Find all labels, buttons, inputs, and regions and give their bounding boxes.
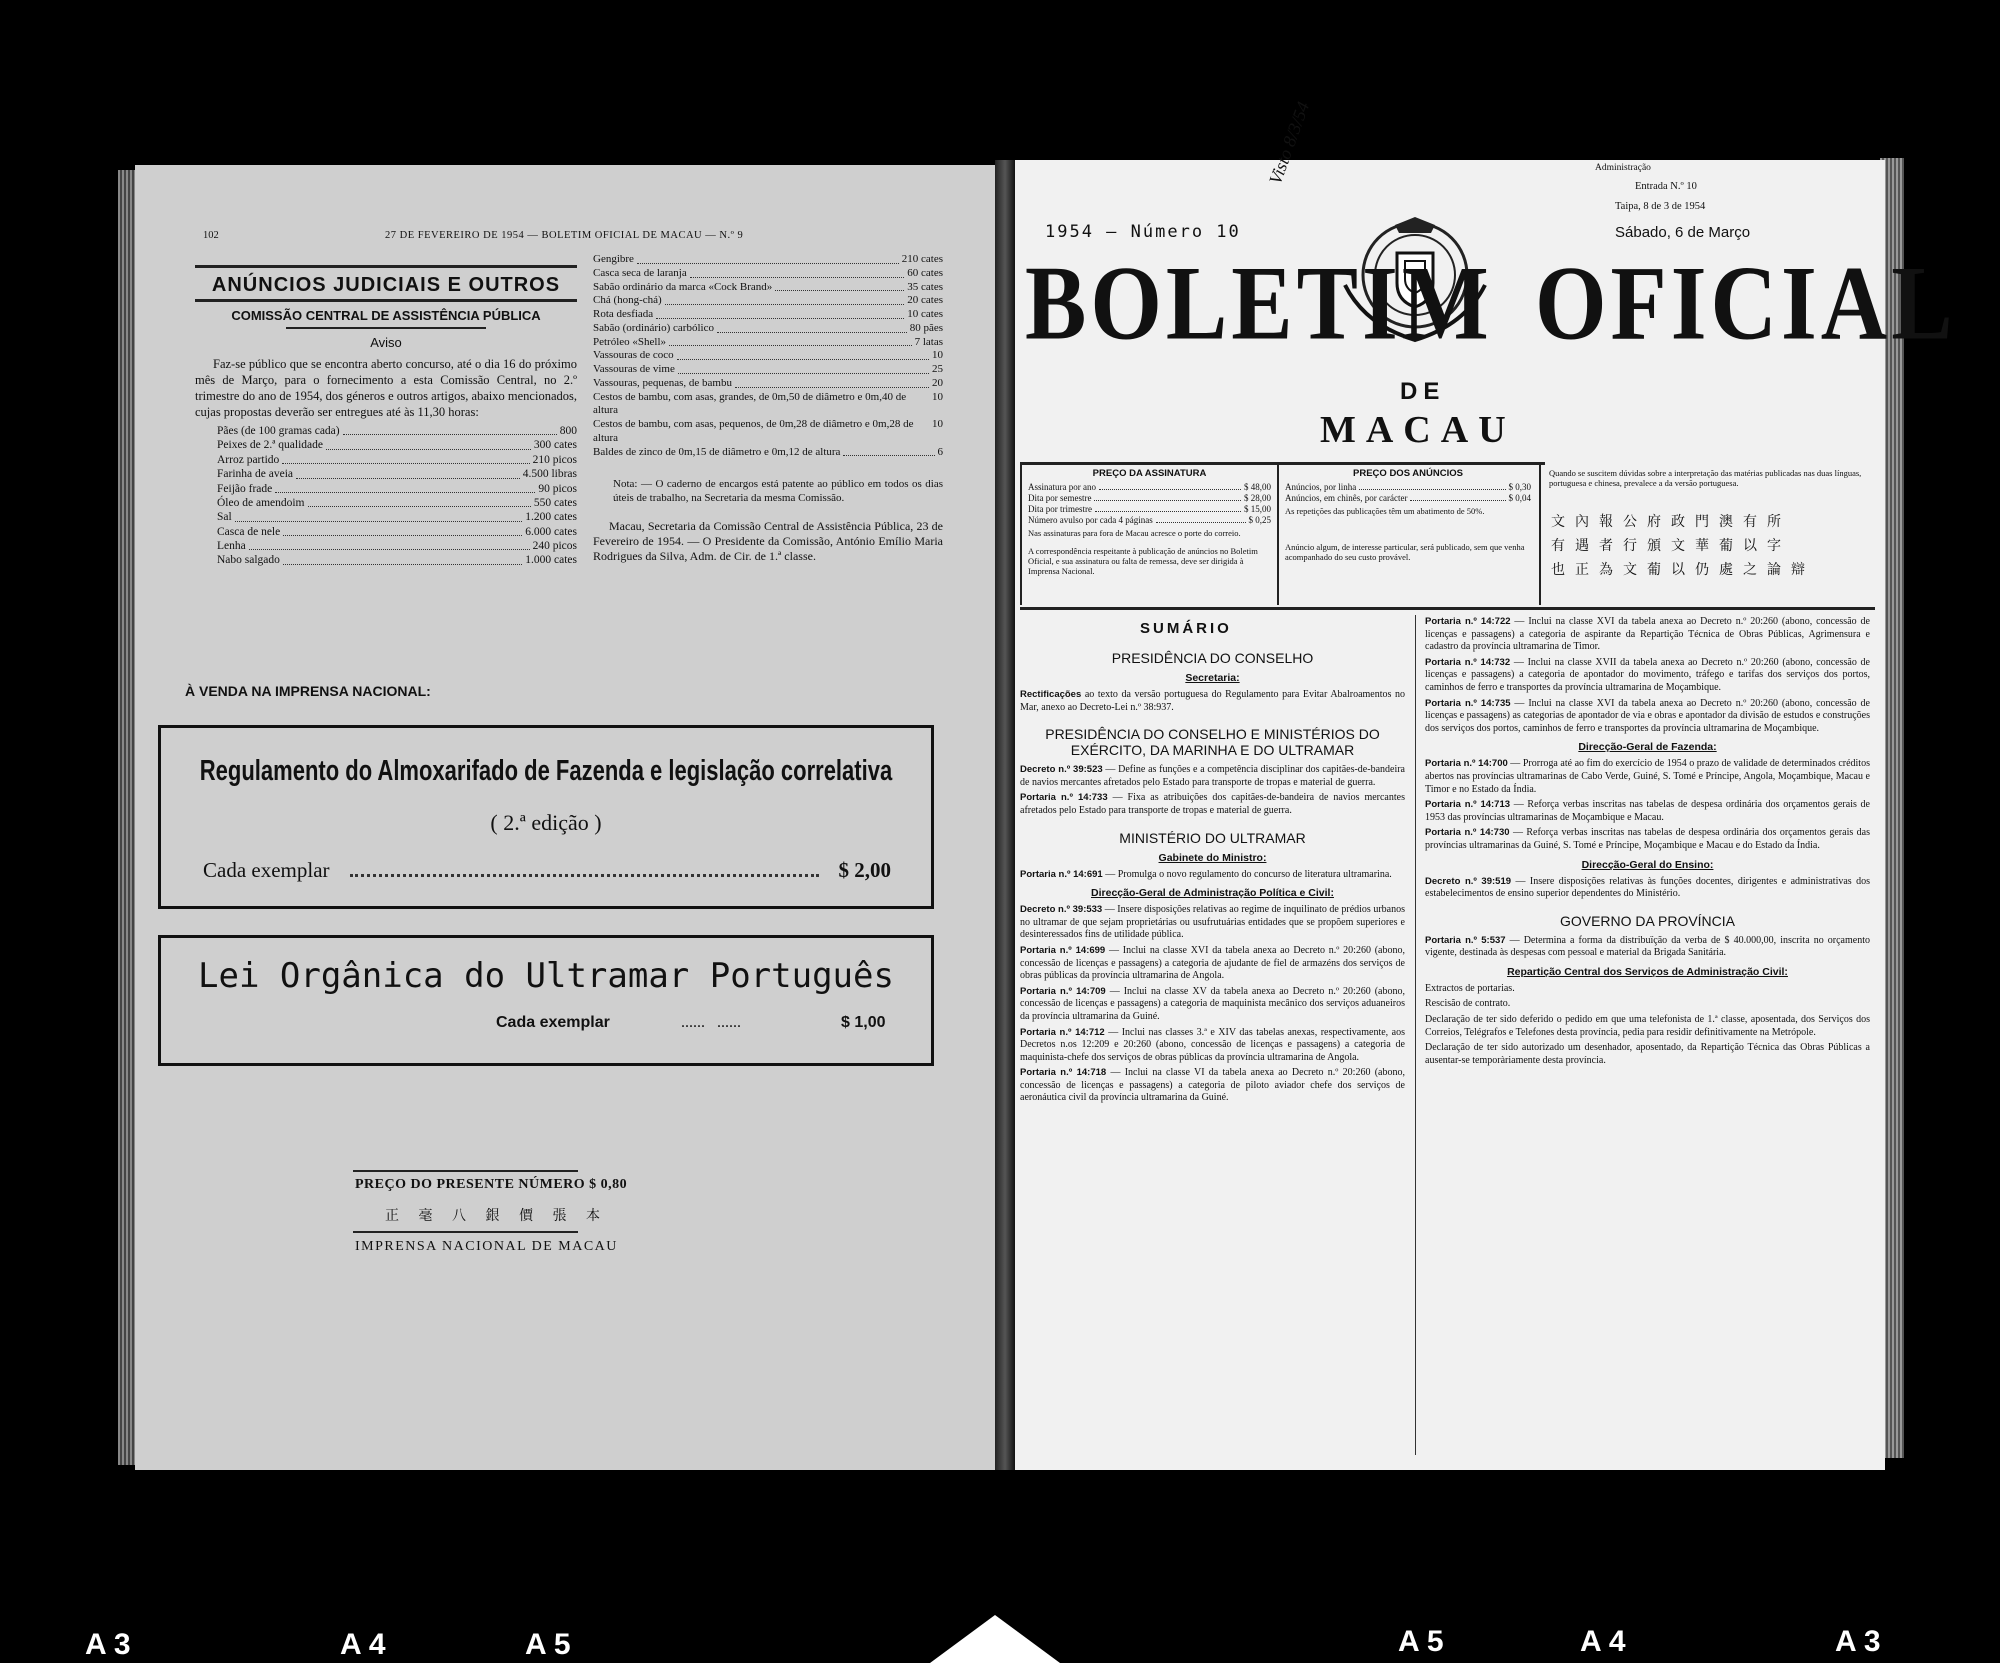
item-quantity: 800	[559, 425, 577, 437]
list-item	[217, 525, 577, 539]
summary-entry	[1425, 657, 1870, 695]
entry-reference: Portaria n.º 14:722	[1425, 616, 1511, 627]
dot-leader	[283, 553, 522, 564]
list-item	[593, 267, 943, 281]
dot-leader	[735, 377, 929, 388]
summary-entry	[1425, 935, 1870, 960]
summary-entry	[1425, 1014, 1870, 1039]
section-heading: MINISTÉRIO DO ULTRAMAR	[1119, 829, 1306, 846]
entry-text: Rescisão de contrato.	[1425, 998, 1511, 1010]
entry-text: — Fixa as atribuições dos capitães-de-bandeira de navios mercantes afretados pelo Estado para transporte de tropas e material de guerra.	[1020, 792, 1405, 816]
entry-text: — Define as funções e a competência disciplinar dos capitães-de-bandeira de navios mercantes afretados pelo Estado para transporte de tropas e material de guerra.	[1020, 764, 1405, 788]
summary-entry	[1425, 799, 1870, 824]
chinese-line: 文內報公府政門澳有所	[1551, 515, 1791, 530]
divider	[195, 299, 577, 302]
subscription-note-2: A correspondência respeitante à publicação de anúncios no Boletim Oficial, e sua assinatura ou falta de remessa, deve ser dirigida à Imprensa Nacional.	[1028, 546, 1258, 576]
item-quantity: 35 cates	[907, 280, 943, 293]
list-item	[593, 294, 943, 308]
list-item	[593, 418, 943, 446]
entry-text: — Reforça verbas inscritas nas tabelas de despesa ordinária dos orçamentos gerais das províncias ultramarinas da Guiné, S. Tomé e Príncipe, Moçambique e Macau e do Estado da Índia.	[1425, 827, 1870, 851]
imprint: IMPRENSA NACIONAL DE MACAU	[355, 1239, 618, 1254]
item-name: Rota desfiada	[593, 308, 654, 320]
entry-text: Declaração de ter sido autorizado um desenhador, aposentado, da Repartição Técnica das Obras Públicas a ausentar-se temporàriamente desta província.	[1425, 1042, 1870, 1066]
dot-leader	[343, 424, 557, 435]
subsection-heading: Direcção-Geral de Fazenda:	[1578, 741, 1717, 754]
item-name: Vassouras de vime	[593, 363, 675, 375]
entry-reference: Rectificações	[1020, 689, 1082, 700]
summary-entry	[1020, 1027, 1405, 1065]
entry-text: — Determina a forma da distribuïção da verba de $ 40.000,00, inscrita no orçamento vigente, destinada às despesas com pessoal e material da Brigada Sanitária.	[1425, 934, 1870, 959]
price-label: Anúncios, em chinês, por carácter	[1285, 493, 1408, 503]
item-quantity: 10	[932, 418, 943, 430]
item-quantity: 10	[932, 390, 943, 403]
ad2-price: $ 1,00	[841, 1014, 886, 1031]
masthead-boletim: BOLETIM	[1025, 244, 1493, 362]
subscription-note: Nas assinaturas para fora de Macau acresce o porte do correio.	[1028, 528, 1241, 538]
entry-reference: Decreto n.º 39:533	[1020, 904, 1103, 916]
language-note: Quando se suscitem dúvidas sobre a interpretação das matérias publicadas nas duas línguas, portuguesa e chinesa, prevalece a da versão portuguesa.	[1549, 468, 1862, 488]
list-item	[593, 308, 943, 322]
entry-text: Extractos de portarias.	[1425, 982, 1515, 994]
entry-text: — Inclui nas classes 3.ª e XIV das tabelas anexas, respectivamente, aos Decretos n.os 12:209 e 20:260 (abono, concessão de licenças e passagens) a categoria de maquinista-chefe dos serviços de obras públicas da província ultramarina de Angola.	[1020, 1026, 1405, 1063]
dot-leader	[1094, 493, 1241, 501]
entry-text: — Inclui na classe VI da tabela anexa ao Decreto n.º 20:260 (abono, concessão de licenças e passagens) a categoria de piloto aviador chefe dos serviços de aeronáutica civil da província ultramarina da Guiné.	[1020, 1067, 1405, 1104]
dot-leader	[656, 308, 904, 319]
ad-box-regulamento	[158, 725, 934, 909]
price-value: $ 15,00	[1244, 504, 1271, 514]
items-list-b	[593, 253, 943, 459]
item-quantity: 4.500 libras	[522, 468, 577, 481]
issue-date: Sábado, 6 de Março	[1615, 224, 1751, 241]
entry-text: — Insere disposições relativas às funções docentes, dirigentes e administrativas dos estabelecimentos de ensino superior dependentes do Ministério.	[1425, 875, 1871, 900]
item-quantity: 10	[932, 349, 943, 362]
item-quantity: 20	[932, 376, 943, 389]
subscription-rows	[1022, 480, 1277, 528]
chinese-line: 也正為文葡以仍處之論辯	[1551, 563, 1815, 578]
list-item	[217, 453, 577, 467]
item-quantity: 1.000 cates	[525, 554, 577, 567]
list-item	[593, 446, 943, 460]
item-name: Arroz partido	[217, 453, 280, 466]
ads-price-box	[1277, 465, 1541, 605]
price-row	[1028, 493, 1271, 504]
summary-entry	[1425, 616, 1870, 654]
ad1-edition: ( 2.ª edição )	[490, 810, 602, 835]
summary-entry	[1020, 689, 1405, 714]
entry-reference: Decreto n.º 39:519	[1425, 875, 1512, 887]
price-value: $ 0,25	[1248, 515, 1271, 525]
stamp-entrada: Entrada N.º 10	[1635, 181, 1697, 192]
entry-text: — Insere disposições relativas ao regime de inquilinato de prédios urbanos no ultramar de que sejam proprietárias ou usufrutuárias entidades que se propõem superiores e desinteressados fins de utilidade pública.	[1020, 904, 1405, 941]
entry-reference: Portaria n.º 14:732	[1425, 656, 1511, 668]
venda-title: À VENDA NA IMPRENSA NACIONAL:	[185, 683, 431, 699]
entry-text: — Inclui na classe XVI da tabela anexa ao Decreto n.º 20:260 (abono, concessão de licenças e passagens) a categoria de ajudante de fiel de armazéns dos serviços de obras públicas da província ultramarina de Angola.	[1020, 944, 1405, 982]
item-quantity: 240 picos	[532, 540, 577, 552]
item-name: Cestos de bambu, com asas, pequenos, de 0m,28 de diâmetro e 0m,28 de altura	[593, 418, 914, 444]
column-rule	[1415, 615, 1416, 1455]
section-title: ANÚNCIOS JUDICIAIS E OUTROS	[211, 274, 561, 296]
entry-text: — Inclui na classe XVI da tabela anexa ao Decreto n.º 20:260 (abono, concessão de licenças e passagens) as categorias de apontador de via e obras e apontador da divisão de estudos e construções dos serviços dos portos, caminhos de ferro e transportes da província ultramarina de Moçambique.	[1425, 697, 1870, 734]
entry-reference: Portaria n.º 14:700	[1425, 758, 1508, 770]
entry-text: — Inclui na classe XVII da tabela anexa ao Decreto n.º 20:260 (abono, concessão de licenças e passagens) a categoria de apontador do movimento, tráfego e tarifas dos serviços dos portos, caminhos de ferro e transportes da província ultramarina de Moçambique.	[1425, 656, 1870, 693]
list-item	[593, 322, 943, 336]
book-gutter	[995, 160, 1015, 1470]
item-name: Chá (hong-chá)	[593, 294, 662, 307]
entry-text: — Prorroga até ao fim do exercício de 1954 o prazo de validade de determinados créditos abertos nas províncias ultramarinas de Cabo Verde, Guiné, S. Tomé e Príncipe, Angola, Moçambique, Macau e Timor e no Estado da Índia.	[1425, 758, 1870, 795]
item-quantity: 7 latas	[914, 335, 943, 348]
dot-leader	[677, 349, 929, 360]
ad-box-lei-organica	[158, 935, 934, 1066]
summary-entry	[1020, 869, 1405, 882]
list-item	[217, 553, 577, 567]
price-value: $ 28,00	[1244, 493, 1271, 503]
entry-text: — Inclui na classe XV da tabela anexa ao Decreto n.º 20:260 (abono, concessão de licenças e passagens) a categoria de maquinista mecânico dos serviços aduaneiros da província ultramarina da Guiné.	[1020, 985, 1405, 1022]
item-quantity: 550 cates	[533, 496, 577, 509]
item-name: Cestos de bambu, com asas, grandes, de 0m,50 de diâmetro e 0m,40 de altura	[593, 390, 907, 417]
handwritten-note: Visto 8/3/54	[1265, 99, 1314, 187]
item-name: Vassouras, pequenas, de bambu	[593, 376, 732, 389]
dot-leader	[283, 525, 522, 536]
item-name: Petróleo «Shell»	[593, 335, 667, 348]
subsection-heading: Repartição Central dos Serviços de Administração Civil:	[1507, 965, 1788, 978]
summary-entry	[1425, 876, 1870, 901]
right-page	[1015, 99, 1957, 1470]
page-number: 102	[203, 230, 219, 241]
dot-leader	[1359, 482, 1505, 490]
left-column-1	[195, 265, 577, 568]
price-row	[1028, 515, 1271, 526]
summary-entry	[1020, 945, 1405, 983]
masthead-oficial: OFICIAL	[1535, 244, 1957, 362]
divider	[353, 1231, 578, 1233]
section-heading: PRESIDÊNCIA DO CONSELHO E MINISTÉRIOS DO EXÉRCITO, DA MARINHA E DO ULTRAMAR	[1045, 726, 1380, 759]
film-arrow-icon	[930, 1615, 1060, 1663]
dot-leader	[843, 446, 934, 457]
item-quantity: 210 cates	[901, 253, 943, 265]
summary-entry	[1020, 792, 1405, 817]
entry-reference: Portaria n.º 14:712	[1020, 1026, 1105, 1038]
film-mark: A 4	[1580, 1625, 1626, 1658]
item-name: Pães (de 100 gramas cada)	[217, 425, 340, 437]
price-label: Anúncios, por linha	[1285, 482, 1357, 492]
signature-block: Macau, Secretaria da Comissão Central de Assistência Pública, 23 de Fevereiro de 1954. — O Presidente da Comissão, António Emílio Maria Rodrigues da Silva, Adm. de Cir. de 1.ª classe.	[593, 519, 943, 564]
stamp-date: Taipa, 8 de 3 de 1954	[1615, 201, 1706, 212]
subscription-price-box	[1020, 465, 1279, 605]
list-item	[217, 467, 577, 481]
item-quantity: 1.200 cates	[525, 511, 577, 524]
price-label: Dita por semestre	[1028, 493, 1092, 503]
list-item	[217, 438, 577, 452]
list-item	[217, 424, 577, 438]
item-name: Gengibre	[593, 253, 634, 265]
item-name: Sal	[217, 511, 232, 524]
item-name: Sabão ordinário da marca «Cock Brand»	[593, 280, 773, 293]
entry-text: — Reforça verbas inscritas nas tabelas de despesa ordinária dos orçamentos gerais de 1953 das províncias ultramarinas de Moçambique e Macau.	[1425, 799, 1870, 823]
dot-leader	[275, 482, 535, 493]
list-item	[593, 253, 943, 267]
film-mark: A 3	[1835, 1625, 1881, 1658]
masthead-macau: MACAU	[1320, 409, 1516, 451]
item-quantity: 90 picos	[538, 482, 577, 495]
dot-leader	[282, 453, 529, 464]
item-quantity: 25	[932, 363, 943, 375]
entry-text: — Inclui na classe XVI da tabela anexa ao Decreto n.º 20:260 (abono, concessão de licenças e passagens) a categoria de aspirante da Repartição Técnica de Obras Públicas, Agrimensura e cadastro da província ultramarina de Timor.	[1425, 616, 1870, 653]
ad1-price: $ 2,00	[838, 858, 891, 882]
committee-name: COMISSÃO CENTRAL DE ASSISTÊNCIA PÚBLICA	[231, 308, 541, 323]
summary-entry	[1020, 986, 1405, 1024]
dot-leader	[665, 294, 905, 305]
item-name: Feijão frade	[217, 482, 273, 495]
price-label: Número avulso por cada 4 páginas	[1028, 515, 1153, 525]
ad1-title: Regulamento do Almoxarifado de Fazenda e legislação correlativa	[199, 754, 893, 787]
price-chinese: 正 毫 八 銀 價 張 本	[385, 1209, 608, 1224]
item-quantity: 6.000 cates	[525, 525, 577, 538]
dot-leader	[350, 874, 819, 877]
item-quantity: 210 picos	[532, 453, 577, 466]
subsection-heading: Direcção-Geral de Administração Política e Civil:	[1091, 887, 1334, 900]
list-item	[593, 391, 943, 419]
list-item	[217, 510, 577, 524]
list-item	[217, 539, 577, 553]
ad2-label: Cada exemplar	[496, 1014, 610, 1031]
entry-text: — Promulga o novo regulamento do concurso de literatura ultramarina.	[1102, 868, 1392, 880]
dot-leader	[775, 281, 904, 292]
ad2-title: Lei Orgânica do Ultramar Português	[198, 956, 894, 996]
entry-text: Declaração de ter sido deferido o pedido em que uma telefonista de 1.ª classe, aposentada, dos Serviços dos Correios, Telégrafos e Telefones desta província, pedia para residir definitivamente na Metrópole.	[1425, 1014, 1870, 1038]
ads-price-title: PREÇO DOS ANÚNCIOS	[1353, 468, 1463, 479]
list-item	[593, 349, 943, 363]
item-name: Baldes de zinco de 0m,15 de diâmetro e 0m,12 de altura	[593, 445, 841, 458]
dot-leader	[690, 267, 905, 278]
item-quantity: 6	[937, 445, 943, 458]
entry-reference: Portaria n.º 14:691	[1020, 868, 1103, 880]
ad1-label: Cada exemplar	[203, 858, 330, 882]
entry-reference: Portaria n.º 5:537	[1425, 934, 1506, 946]
left-column-2	[593, 253, 943, 564]
summary-entry	[1425, 698, 1870, 736]
dot-leader	[235, 510, 523, 521]
item-name: Lenha	[217, 540, 246, 552]
masthead-de: DE	[1400, 378, 1446, 405]
running-header: 27 DE FEVEREIRO DE 1954 — BOLETIM OFICIAL DE MACAU — N.º 9	[385, 230, 744, 241]
left-page	[135, 165, 995, 1470]
divider	[195, 265, 577, 268]
entry-reference: Portaria n.º 14:713	[1425, 799, 1511, 811]
divider	[286, 327, 486, 329]
entry-reference: Portaria n.º 14:735	[1425, 697, 1511, 709]
entry-reference: Portaria n.º 14:718	[1020, 1067, 1107, 1079]
subscription-title: PREÇO DA ASSINATURA	[1092, 468, 1207, 479]
items-list-a	[195, 424, 577, 568]
entry-text: ao texto da versão portuguesa do Regulamento para Evitar Abalroamentos no Mar, anexo ao Decreto-Lei n.º 38:937.	[1020, 689, 1405, 713]
item-name: Vassouras de coco	[593, 349, 674, 362]
dot-leader	[637, 253, 899, 264]
summary-entry	[1425, 983, 1870, 996]
summary-column-2	[1425, 616, 1870, 1070]
dot-leader	[1410, 493, 1505, 501]
item-name: Sabão (ordinário) carbólico	[593, 321, 714, 334]
price-value: $ 48,00	[1244, 482, 1271, 492]
price-label: Assinatura por ano	[1028, 482, 1096, 492]
year-number: 1954 — Número 10	[1045, 222, 1241, 242]
price-row	[1028, 482, 1271, 493]
item-quantity: 10 cates	[907, 308, 943, 320]
chinese-line: 有遇者行頒文華葡以字	[1551, 539, 1791, 554]
item-name: Casca de nele	[217, 525, 281, 538]
subsection-heading: Secretaria:	[1185, 672, 1240, 684]
dot-leader	[326, 438, 531, 449]
section-heading: PRESIDÊNCIA DO CONSELHO	[1111, 650, 1314, 666]
ads-price-rows	[1277, 480, 1539, 506]
item-name: Farinha de aveia	[217, 468, 293, 481]
film-mark: A 4	[340, 1628, 386, 1661]
list-item	[593, 377, 943, 391]
chinese-note	[1545, 491, 1875, 583]
dot-leader	[678, 363, 929, 374]
dot-leader: ...... ......	[681, 1014, 741, 1031]
price-line: PREÇO DO PRESENTE NÚMERO $ 0,80	[355, 1177, 628, 1192]
divider	[1020, 607, 1875, 610]
item-name: Óleo de amendoim	[217, 496, 305, 509]
summary-column-1	[1020, 638, 1405, 1108]
divider	[353, 1170, 578, 1172]
dot-leader	[1095, 504, 1241, 512]
list-item	[217, 496, 577, 510]
list-item	[217, 482, 577, 496]
film-mark: A 5	[525, 1628, 571, 1661]
dot-leader	[717, 322, 907, 333]
aviso-heading: Aviso	[370, 335, 402, 350]
dot-leader	[1156, 515, 1246, 523]
item-quantity: 300 cates	[533, 439, 577, 452]
item-quantity: 60 cates	[907, 266, 943, 279]
summary-entry	[1020, 904, 1405, 942]
dot-leader	[669, 336, 912, 347]
stamp-admin: Administração	[1595, 163, 1651, 173]
section-heading: GOVERNO DA PROVÍNCIA	[1559, 912, 1736, 929]
item-name: Casca seca de laranja	[593, 266, 687, 279]
item-name: Peixes de 2.ª qualidade	[217, 439, 324, 452]
dot-leader	[308, 496, 531, 507]
nota: Nota: — O caderno de encargos está patente ao público em todos os dias úteis de trabalho, na Secretaria da mesma Comissão.	[613, 478, 943, 505]
summary-entry	[1425, 758, 1870, 796]
price-value: $ 0,04	[1508, 493, 1531, 503]
summary-entry	[1020, 1067, 1405, 1105]
language-note-box	[1545, 465, 1875, 605]
film-mark: A 5	[1398, 1625, 1444, 1658]
price-row	[1285, 493, 1531, 504]
film-mark: A 3	[85, 1628, 131, 1661]
price-row	[1285, 482, 1531, 493]
list-item	[593, 336, 943, 350]
price-label: Dita por trimestre	[1028, 504, 1092, 514]
aviso-body: Faz-se público que se encontra aberto concurso, até o dia 16 do próximo mês de Março, para o fornecimento a esta Comissão Central, no 2.º trimestre do ano de 1954, dos géneros e outros artigos, abaixo mencionados, cujas propostas deverão ser entregues até às 11,30 horas:	[195, 357, 577, 419]
dot-leader	[249, 539, 530, 550]
entry-reference: Portaria n.º 14:709	[1020, 985, 1106, 997]
summary-entry	[1020, 764, 1405, 789]
summary-entry	[1425, 827, 1870, 852]
price-row	[1028, 504, 1271, 515]
entry-reference: Portaria n.º 14:733	[1020, 792, 1108, 804]
entry-reference: Decreto n.º 39:523	[1020, 764, 1103, 776]
subsection-heading: Direcção-Geral do Ensino:	[1581, 858, 1714, 871]
summary-entry	[1425, 998, 1870, 1011]
list-item	[593, 281, 943, 295]
list-item	[593, 363, 943, 377]
entry-reference: Portaria n.º 14:699	[1020, 944, 1106, 956]
ads-price-note: As repetições das publicações têm um abatimento de 50%.	[1285, 506, 1485, 516]
subsection-heading: Gabinete do Ministro:	[1158, 851, 1267, 864]
dot-leader	[296, 467, 520, 478]
item-quantity: 20 cates	[907, 294, 943, 307]
item-quantity: 80 pães	[909, 321, 943, 334]
summary-entry	[1425, 1042, 1870, 1067]
sumario-heading: SUMÁRIO	[1140, 620, 1232, 637]
ads-price-note-2: Anúncio algum, de interesse particular, será publicado, sem que venha acompanhado do seu custo provável.	[1285, 542, 1525, 562]
price-value: $ 0,30	[1508, 482, 1531, 492]
dot-leader	[1099, 482, 1241, 490]
entry-reference: Portaria n.º 14:730	[1425, 827, 1510, 839]
item-name: Nabo salgado	[217, 554, 280, 567]
